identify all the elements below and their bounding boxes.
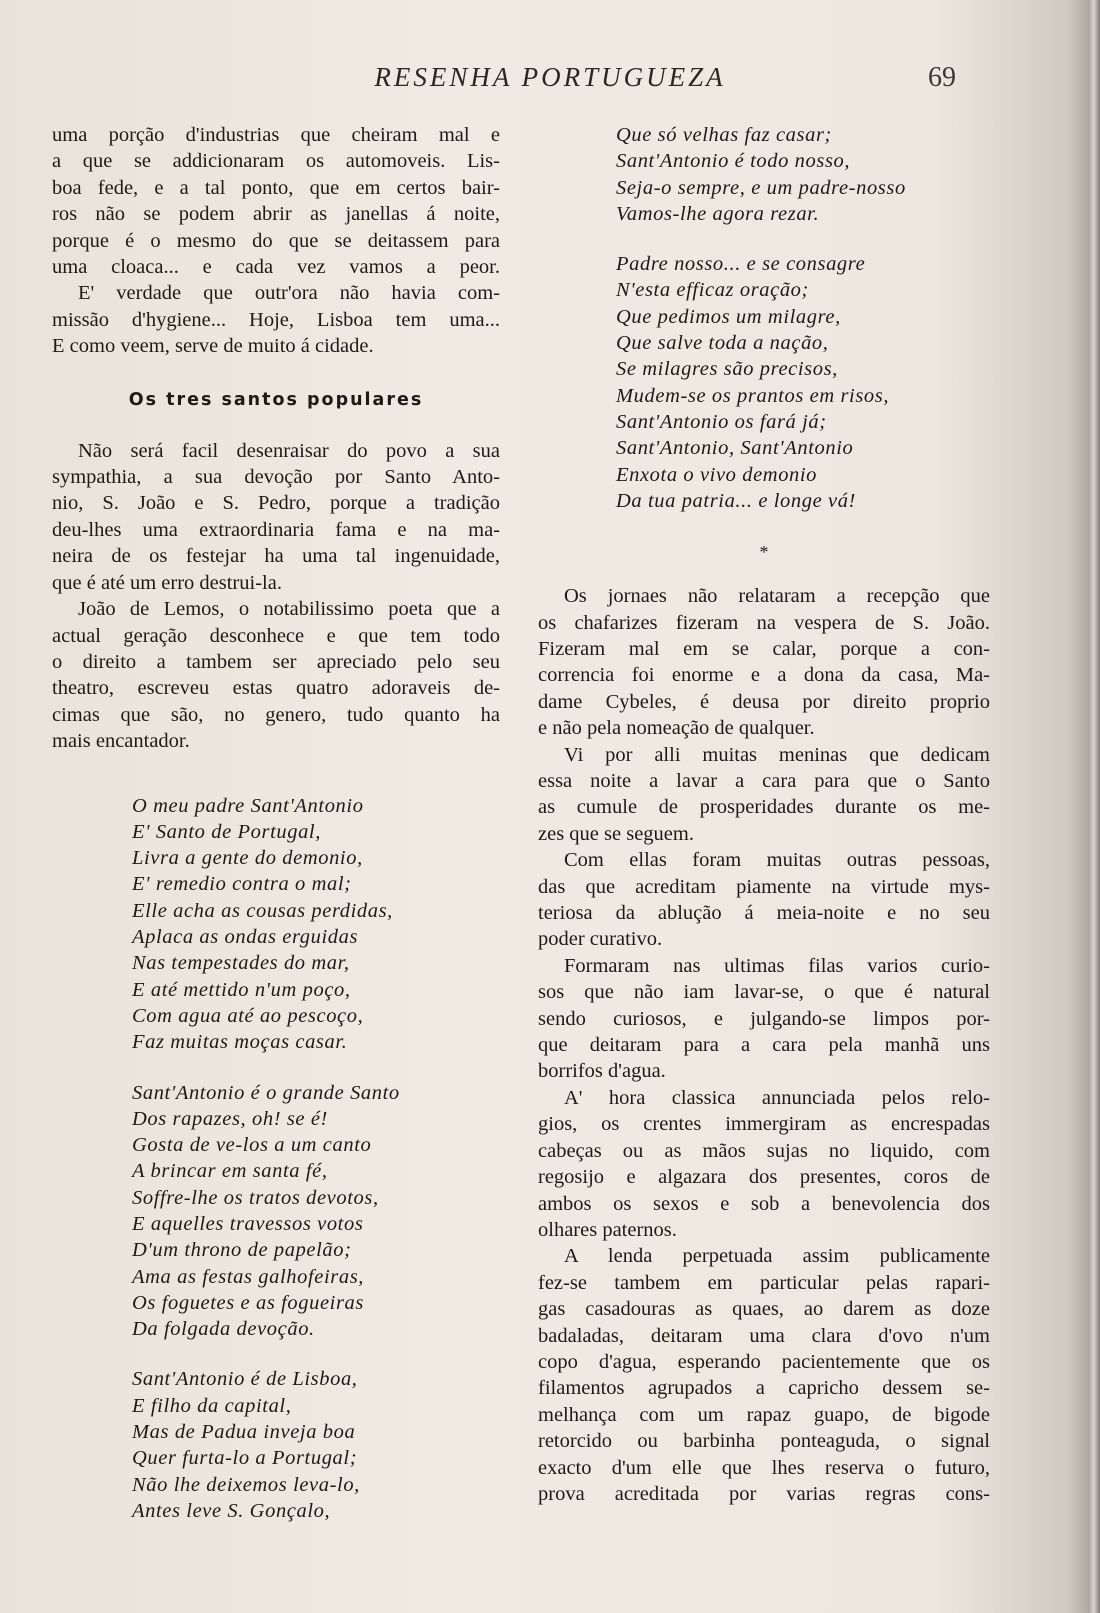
verse-line: Ama as festas galhofeiras,: [132, 1265, 364, 1288]
verse-line: E' remedio contra o mal;: [132, 873, 352, 896]
verse-line: Seja-o sempre, e um padre-nosso: [616, 176, 906, 199]
verse-line: Padre nosso... e se consagre: [616, 253, 866, 276]
text-line: boa fede, e a tal ponto, que em certos bair-: [52, 176, 500, 199]
text-line: E como veem, serve de muito á cidade.: [52, 335, 374, 358]
paragraph: [538, 847, 990, 953]
text-line: mais encantador.: [52, 730, 190, 753]
text-line: fez-se tambem em particular pelas rapari-: [538, 1271, 990, 1294]
verse-line: Com agua até ao pescoço,: [132, 1004, 364, 1027]
verse-line: Quer furta-lo a Portugal;: [132, 1447, 358, 1470]
verse-line: Da folgada devoção.: [132, 1318, 315, 1341]
text-line: teriosa da ablução á meia-noite e no seu: [538, 902, 990, 925]
verse-line: Que pedimos um milagre,: [616, 305, 841, 328]
paragraph: [538, 1243, 990, 1507]
text-line: Fizeram mal em se calar, porque a con-: [538, 637, 990, 660]
text-line: sendo curiosos, e julgando-se limpos por-: [538, 1007, 990, 1030]
text-line: uma cloaca... e cada vez vamos a peor.: [52, 256, 500, 279]
text-line: o direito a tambem ser apreciado pelo seu: [52, 650, 500, 673]
left-column: [52, 122, 500, 1524]
text-line: E' verdade que outr'ora não havia com-: [78, 282, 500, 305]
text-line: Com ellas foram muitas outras pessoas,: [564, 849, 990, 872]
text-line: borrifos d'agua.: [538, 1060, 666, 1083]
verse-line: E' Santo de Portugal,: [132, 820, 321, 843]
verse-line: N'esta efficaz oração;: [616, 279, 809, 302]
poem-stanza: [616, 251, 990, 514]
text-line: copo d'agua, esperando pacientemente que os: [538, 1350, 990, 1373]
verse-line: Enxota o vivo demonio: [616, 463, 818, 486]
poem-stanza: [132, 1080, 500, 1343]
text-line: prova acreditada por varias regras cons-: [538, 1482, 990, 1505]
text-line: cabeças ou as mãos sujas no liquido, com: [538, 1139, 990, 1162]
text-line: nio, S. João e S. Pedro, porque a tradição: [52, 492, 500, 515]
verse-line: Faz muitas moças casar.: [132, 1031, 348, 1054]
verse-line: Sant'Antonio os fará já;: [616, 410, 827, 433]
verse-line: A brincar em santa fé,: [132, 1160, 328, 1183]
text-line: correncia foi enorme e a dona da casa, Ma-: [538, 664, 990, 687]
text-line: ros não se podem abrir as janellas á noite,: [52, 203, 500, 226]
text-line: filamentos agrupados a capricho dessem se-: [538, 1377, 990, 1400]
text-line: e não pela nomeação de qualquer.: [538, 717, 815, 740]
text-line: zes que se seguem.: [538, 822, 694, 845]
verse-line: O meu padre Sant'Antonio: [132, 794, 364, 817]
text-line: missão d'hygiene... Hoje, Lisboa tem uma...: [52, 308, 500, 331]
paragraph: [538, 583, 990, 741]
text-line: sos que não iam lavar-se, o que é natural: [538, 981, 990, 1004]
right-column: [538, 122, 990, 1507]
verse-line: Sant'Antonio é de Lisboa,: [132, 1368, 358, 1391]
poem-stanza: [616, 122, 990, 227]
verse-line: E aquelles travessos votos: [132, 1212, 364, 1235]
verse-line: Dos rapazes, oh! se é!: [132, 1107, 328, 1130]
text-line: actual geração desconhece e que tem todo: [52, 624, 500, 647]
paragraph: [52, 438, 500, 596]
text-line: gios, os crentes immergiram as encrespadas: [538, 1113, 990, 1136]
running-header: RESENHA PORTUGUEZA: [374, 62, 726, 92]
verse-line: Sant'Antonio é o grande Santo: [132, 1081, 400, 1104]
text-line: dame Cybeles, é deusa por direito proprio: [538, 690, 990, 713]
text-line: João de Lemos, o notabilissimo poeta que a: [78, 598, 500, 621]
text-line: A lenda perpetuada assim publicamente: [564, 1245, 990, 1268]
text-line: Não será facil desenraisar do povo a sua: [78, 439, 500, 462]
poem-stanza: [132, 1366, 500, 1524]
text-line: neira de os festejar ha uma tal ingenuidade,: [52, 545, 500, 568]
paragraph: [538, 953, 990, 1085]
paragraph: [538, 1085, 990, 1243]
text-line: A' hora classica annunciada pelos relo-: [564, 1086, 990, 1109]
section-separator: *: [759, 542, 769, 563]
text-line: retorcido ou barbinha ponteaguda, o signal: [538, 1430, 990, 1453]
poem-stanza: [132, 793, 500, 1056]
text-line: olhares paternos.: [538, 1218, 677, 1241]
text-line: cimas que são, no genero, tudo quanto ha: [52, 703, 500, 726]
verse-line: E até mettido n'um poço,: [132, 978, 351, 1001]
text-line: Os jornaes não relataram a recepção que: [564, 585, 990, 608]
verse-line: Soffre-lhe os tratos devotos,: [132, 1186, 379, 1209]
verse-line: Não lhe deixemos leva-lo,: [132, 1473, 360, 1496]
text-line: as cumule de prosperidades durante os me-: [538, 796, 990, 819]
text-line: uma porção d'industrias que cheiram mal e: [52, 124, 500, 146]
verse-line: Sant'Antonio é todo nosso,: [616, 150, 851, 173]
verse-line: Livra a gente do demonio,: [132, 847, 363, 870]
verse-line: Sant'Antonio, Sant'Antonio: [616, 437, 854, 460]
verse-line: D'um throno de papelão;: [132, 1239, 352, 1262]
text-line: porque é o mesmo do que se deitassem para: [52, 229, 500, 252]
verse-line: Antes leve S. Gonçalo,: [132, 1499, 331, 1522]
verse-line: Que só velhas faz casar;: [616, 124, 832, 146]
text-line: a que se addicionaram os automoveis. Lis-: [52, 150, 500, 173]
verse-line: Que salve toda a nação,: [616, 332, 829, 355]
verse-line: Mas de Padua inveja boa: [132, 1421, 356, 1444]
text-line: melhança com um rapaz guapo, de bigode: [538, 1403, 990, 1426]
text-line: Formaram nas ultimas filas varios curio-: [564, 954, 990, 977]
text-line: theatro, escreveu estas quatro adoraveis de-: [52, 677, 500, 700]
text-line: que deitaram para a cara pela manhã uns: [538, 1034, 990, 1057]
text-line: essa noite a lavar a cara para que o Santo: [538, 770, 990, 792]
paragraph: [538, 742, 990, 848]
page-number: 69: [928, 62, 956, 93]
text-line: regosijo e algazara dos presentes, coros de: [538, 1166, 990, 1189]
verse-line: Da tua patria... e longe vá!: [616, 489, 856, 512]
text-line: os chafarizes fizeram na vespera de S. João.: [538, 611, 990, 634]
verse-line: Gosta de ve-los a um canto: [132, 1134, 372, 1157]
intro-paragraph: [52, 122, 500, 360]
text-line: Vi por alli muitas meninas que dedicam: [564, 743, 990, 766]
text-line: poder curativo.: [538, 928, 663, 951]
paragraph: [52, 596, 500, 754]
text-line: das que acreditam piamente na virtude mys-: [538, 875, 990, 898]
verse-line: Elle acha as cousas perdidas,: [132, 899, 393, 922]
text-line: ambos os sexos e sob a benevolencia dos: [538, 1192, 990, 1215]
text-line: badaladas, deitaram uma clara d'ovo n'um: [538, 1324, 990, 1347]
text-line: que é até um erro destrui-la.: [52, 571, 282, 594]
verse-line: E filho da capital,: [132, 1394, 292, 1417]
text-line: gas casadouras as quaes, ao darem as doze: [538, 1298, 990, 1321]
page-edge: [1090, 0, 1100, 1613]
verse-line: Nas tempestades do mar,: [132, 952, 350, 975]
text-line: exacto d'um elle que lhes reserva o futuro,: [538, 1456, 990, 1479]
text-line: sympathia, a sua devoção por Santo Anto-: [52, 466, 500, 489]
section-heading: Os tres santos populares: [128, 389, 424, 410]
text-line: deu-lhes uma extraordinaria fama e na ma-: [52, 518, 500, 541]
verse-line: Mudem-se os prantos em risos,: [616, 384, 890, 407]
verse-line: Os foguetes e as fogueiras: [132, 1291, 364, 1314]
verse-line: Aplaca as ondas erguidas: [132, 926, 359, 949]
verse-line: Se milagres são precisos,: [616, 358, 838, 381]
verse-line: Vamos-lhe agora rezar.: [616, 202, 820, 225]
